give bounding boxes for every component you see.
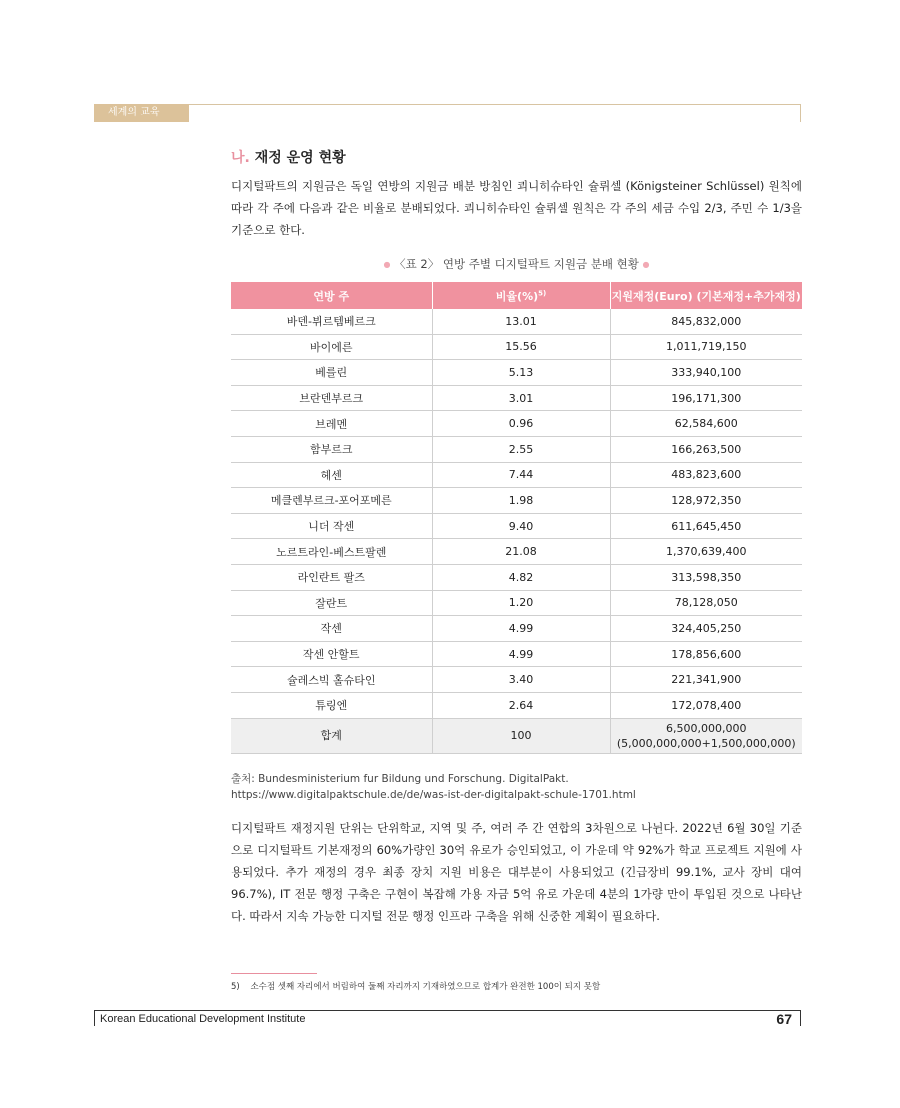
total-amount xyxy=(610,718,802,753)
total-label: 합계 xyxy=(231,718,432,753)
cell-amount: 196,171,300 xyxy=(610,385,802,411)
cell-ratio: 9.40 xyxy=(432,513,610,539)
cell-state: 헤센 xyxy=(231,462,432,488)
section-title-text: 재정 운영 현황 xyxy=(254,150,346,166)
table-row xyxy=(231,334,802,360)
table-row xyxy=(231,411,802,437)
cell-state: 라인란트 팔즈 xyxy=(231,564,432,590)
cell-ratio: 13.01 xyxy=(432,309,610,334)
table-row xyxy=(231,488,802,514)
cell-ratio: 4.82 xyxy=(432,564,610,590)
cell-state: 함부르크 xyxy=(231,436,432,462)
table-row xyxy=(231,641,802,667)
cell-ratio: 2.64 xyxy=(432,692,610,718)
table-row xyxy=(231,513,802,539)
cell-amount: 221,341,900 xyxy=(610,667,802,693)
cell-state: 잘란트 xyxy=(231,590,432,616)
cell-state: 작센 안할트 xyxy=(231,641,432,667)
cell-ratio: 1.98 xyxy=(432,488,610,514)
table-row xyxy=(231,590,802,616)
cell-state: 브란덴부르크 xyxy=(231,385,432,411)
table-row xyxy=(231,462,802,488)
cell-amount: 1,011,719,150 xyxy=(610,334,802,360)
footnote-number: 5) xyxy=(231,982,240,992)
cell-ratio: 4.99 xyxy=(432,616,610,642)
cell-state: 베를린 xyxy=(231,360,432,386)
cell-state: 니더 작센 xyxy=(231,513,432,539)
header-amount: 지원재정(Euro) (기본재정+추가재정) xyxy=(610,282,802,309)
source-url: https://www.digitalpaktschule.de/de/was-ist-der-digitalpakt-schule-1701.html xyxy=(231,789,636,801)
cell-amount: 78,128,050 xyxy=(610,590,802,616)
cell-ratio: 21.08 xyxy=(432,539,610,565)
cell-ratio: 7.44 xyxy=(432,462,610,488)
cell-state: 노르트라인-베스트팔렌 xyxy=(231,539,432,565)
cell-state: 작센 xyxy=(231,616,432,642)
table-caption xyxy=(231,256,802,272)
total-ratio: 100 xyxy=(432,718,610,753)
table-header-row xyxy=(231,282,802,309)
funding-table xyxy=(231,282,802,754)
header-ratio xyxy=(432,282,610,309)
section-header-tag: 세계의 교육 xyxy=(94,104,189,122)
table-caption-text: 〈표 2〉 연방 주별 디지털팍트 지원금 분배 현황 xyxy=(394,257,639,271)
cell-amount: 62,584,600 xyxy=(610,411,802,437)
header-rule-end xyxy=(800,104,801,122)
cell-ratio: 0.96 xyxy=(432,411,610,437)
cell-ratio: 1.20 xyxy=(432,590,610,616)
cell-amount: 845,832,000 xyxy=(610,309,802,334)
cell-state: 슐레스빅 홀슈타인 xyxy=(231,667,432,693)
total-amount-value: 6,500,000,000 xyxy=(666,721,747,735)
header-state: 연방 주 xyxy=(231,282,432,309)
cell-state: 브레멘 xyxy=(231,411,432,437)
footnote-text: 소수점 셋째 자리에서 버림하여 둘째 자리까지 기재하였으므로 합계가 완전한 100이 되지 못함 xyxy=(250,982,601,992)
cell-state: 튜링엔 xyxy=(231,692,432,718)
cell-amount: 611,645,450 xyxy=(610,513,802,539)
cell-state: 바이에른 xyxy=(231,334,432,360)
cell-amount: 172,078,400 xyxy=(610,692,802,718)
cell-amount: 313,598,350 xyxy=(610,564,802,590)
paragraph-intro: 디지털팍트의 지원금은 독일 연방의 지원금 배분 방침인 쾨니히슈타인 슐뤼셀 (Königsteiner Schlüssel) 원칙에 따라 각 주에 다음과 같은 비율로 분배되었다. 쾨니히슈타인 슐뤼셀 원칙은 각 주의 세금 수입 2/3, 주민 수 1/3을 기준으로 한다. xyxy=(231,179,802,237)
cell-amount: 178,856,600 xyxy=(610,641,802,667)
table-row xyxy=(231,309,802,334)
footer-rule-right xyxy=(800,1010,801,1026)
table-row xyxy=(231,692,802,718)
page-number: 67 xyxy=(776,1011,792,1027)
cell-state: 메클렌부르크-포어포메른 xyxy=(231,488,432,514)
paragraph-funding-status: 디지털팍트 재정지원 단위는 단위학교, 지역 및 주, 여러 주 간 연합의 3차원으로 나뉜다. 2022년 6월 30일 기준으로 디지털팍트 기본재정의 60%가량인 30억 유로가 승인되었고, 이 가운데 약 92%가 학교 프로젝트 지원에 사용되었다. 추가 재정의 경우 최종 장치 지원 비용은 대부분이 사용되었고 (긴급장비 99.1%, 교사 장비 대여 96.7%), IT 전문 행정 구축은 구현이 복잡해 가용 자금 5억 유로 가운데 4분의 1가량 만이 투입된 것으로 나타난다. 따라서 지속 가능한 디지털 전문 행정 인프라 구축을 위해 신중한 계획이 필요하다. xyxy=(231,821,802,923)
table-row xyxy=(231,564,802,590)
total-amount-detail: (5,000,000,000+1,500,000,000) xyxy=(616,736,796,750)
cell-ratio: 2.55 xyxy=(432,436,610,462)
table-row xyxy=(231,436,802,462)
table-row xyxy=(231,667,802,693)
cell-amount: 324,405,250 xyxy=(610,616,802,642)
header-rule xyxy=(189,104,801,105)
table-row xyxy=(231,385,802,411)
cell-ratio: 3.01 xyxy=(432,385,610,411)
cell-state: 바덴-뷔르템베르크 xyxy=(231,309,432,334)
footnote xyxy=(231,980,600,992)
footer-rule xyxy=(94,1010,801,1011)
table-source xyxy=(231,771,636,803)
section-number: 나. xyxy=(231,150,250,166)
section-title xyxy=(231,147,346,167)
cell-amount: 128,972,350 xyxy=(610,488,802,514)
header-ratio-footnote: 5) xyxy=(538,288,547,297)
cell-amount: 166,263,500 xyxy=(610,436,802,462)
table-row xyxy=(231,539,802,565)
caption-bullet-left: ● xyxy=(383,260,391,269)
table-row xyxy=(231,360,802,386)
source-citation: 출처: Bundesministerium fur Bildung und Forschung. DigitalPakt. xyxy=(231,773,569,785)
footer-institute: Korean Educational Development Institute xyxy=(100,1013,306,1025)
cell-amount: 483,823,600 xyxy=(610,462,802,488)
header-ratio-text: 비율(%) xyxy=(495,289,539,303)
cell-amount: 333,940,100 xyxy=(610,360,802,386)
caption-bullet-right: ● xyxy=(642,260,650,269)
table-total-row xyxy=(231,718,802,753)
cell-ratio: 15.56 xyxy=(432,334,610,360)
cell-ratio: 4.99 xyxy=(432,641,610,667)
footer-rule-left xyxy=(94,1010,95,1026)
cell-amount: 1,370,639,400 xyxy=(610,539,802,565)
footnote-rule xyxy=(231,973,317,974)
table-row xyxy=(231,616,802,642)
cell-ratio: 3.40 xyxy=(432,667,610,693)
cell-ratio: 5.13 xyxy=(432,360,610,386)
